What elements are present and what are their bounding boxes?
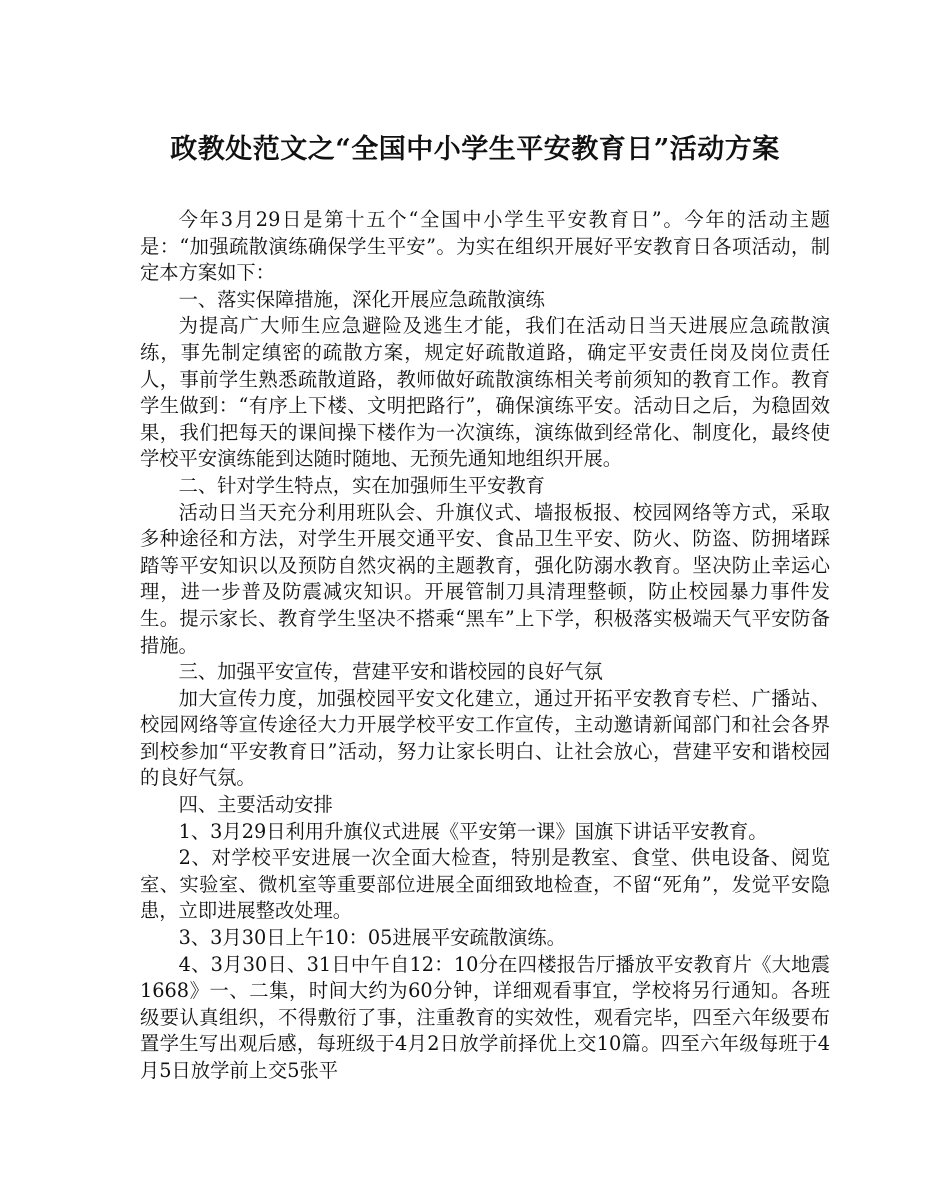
activity-item-4: 4、3月30日、31日中午自12：10分在四楼报告厅播放平安教育片《大地震1668》一、二集，时间大约为60分钟，详细观看事宜，学校将另行通知。各班级要认真组织，不得敷衍了事，注重教育的实效性，观看完毕，四至六年级要布置学生写出观后感，每班级于4月2日放学前择优上交10篇。四至六年级每班于4月5日放学前上交5张平 — [140, 952, 830, 1082]
activity-item-3: 3、3月30日上午10：05进展平安疏散演练。 — [178, 926, 566, 950]
intro-paragraph: 今年3月29日是第十五个“全国中小学生平安教育日”。今年的活动主题是：“加强疏散演练确保学生平安”。为实在组织开展好平安教育日各项活动，制定本方案如下： — [140, 208, 830, 285]
activity-item-1: 1、3月29日利用升旗仪式进展《平安第一课》国旗下讲话平安教育。 — [178, 819, 768, 843]
section-3-paragraph: 加大宣传力度，加强校园平安文化建立，通过开拓平安教育专栏、广播站、校园网络等宣传途径大力开展学校平安工作宣传，主动邀请新闻部门和社会各界到校参加“平安教育日”活动，努力让家长明白、让社会放心，营建平安和谐校园的良好气氛。 — [140, 686, 830, 790]
document-title: 政教处范文之“全国中小学生平安教育日”活动方案 — [170, 134, 780, 165]
section-2-paragraph: 活动日当天充分利用班队会、升旗仪式、墙报板报、校园网络等方式，采取多种途径和方法，对学生开展交通平安、食品卫生平安、防火、防盗、防拥堵踩踏等平安知识以及预防自然灾祸的主题教育，强化防溺水教育。坚决防止幸运心理，进一步普及防震减灾知识。开展管制刀具清理整顿，防止校园暴力事件发生。提示家长、教育学生坚决不搭乘“黑车”上下学，积极落实极端天气平安防备措施。 — [140, 500, 830, 657]
document-body — [140, 207, 830, 1085]
section-heading-2: 二、针对学生特点，实在加强师生平安教育 — [178, 473, 545, 497]
activity-item-2: 2、对学校平安进展一次全面大检查，特别是教室、食堂、供电设备、阅览室、实验室、微机室等重要部位进展全面细致地检查，不留“死角”，发觉平安隐患，立即进展整改处理。 — [140, 846, 830, 923]
section-heading-3: 三、加强平安宣传，营建平安和谐校园的良好气氛 — [178, 660, 603, 684]
section-heading-4: 四、主要活动安排 — [178, 793, 333, 817]
section-heading-1: 一、落实保障措施，深化开展应急疏散演练 — [178, 287, 545, 311]
section-1-paragraph: 为提高广大师生应急避险及逃生才能，我们在活动日当天进展应急疏散演练，事先制定缜密的疏散方案，规定好疏散道路，确定平安责任岗及岗位责任人，事前学生熟悉疏散道路，教师做好疏散演练相关考前须知的教育工作。教育学生做到：“有序上下楼、文明把路行”，确保演练平安。活动日之后，为稳固效果，我们把每天的课间操下楼作为一次演练，演练做到经常化、制度化，最终使学校平安演练能到达随时随地、无预先通知地组织开展。 — [140, 314, 830, 471]
